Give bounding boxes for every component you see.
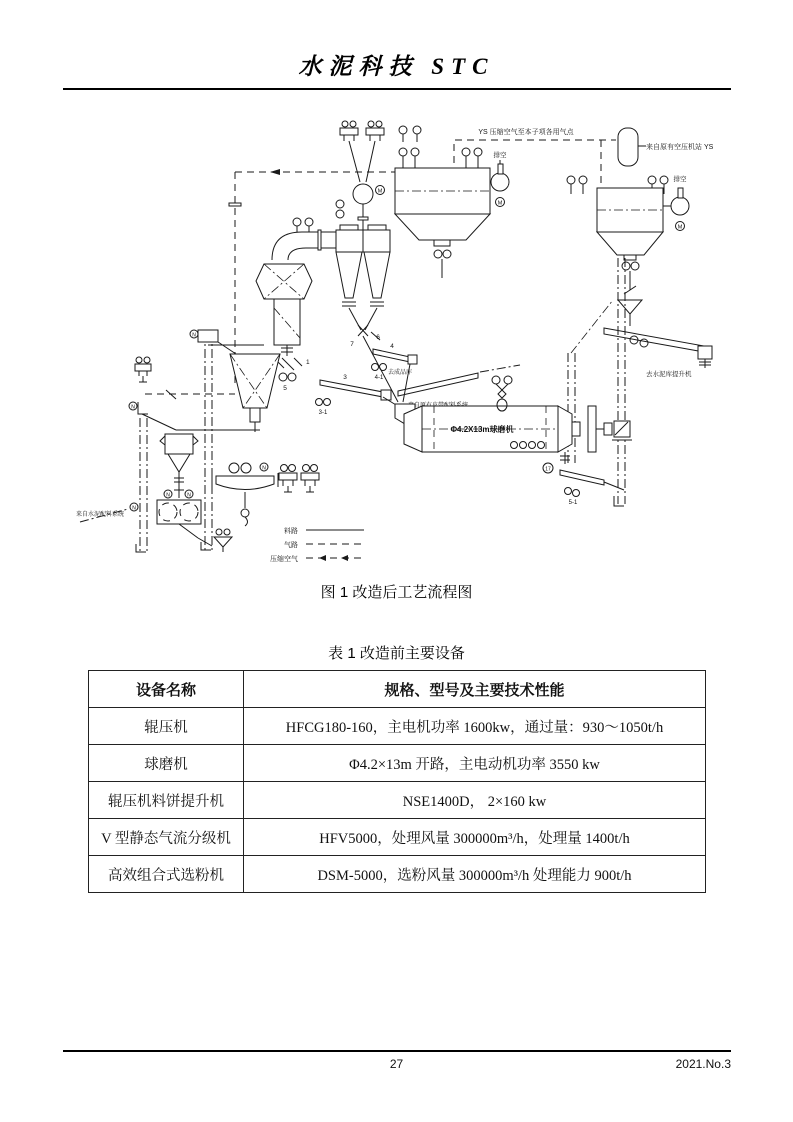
to-cement-silo-label: 去水泥库提升机 bbox=[646, 371, 692, 378]
page-title: 水泥科技 STC bbox=[298, 54, 495, 79]
equipment-name: V 型静态气流分级机 bbox=[89, 819, 244, 856]
conveyor-3-tag: 3 bbox=[343, 374, 347, 381]
tag-5: 5 bbox=[283, 385, 287, 392]
ball-mill bbox=[395, 376, 632, 506]
air-receiver-tank bbox=[618, 128, 638, 166]
tag-5-1: 5-1 bbox=[568, 500, 578, 506]
motor-icon: M bbox=[497, 200, 503, 207]
level-icon: N bbox=[192, 332, 196, 339]
legend-compressed-air-label: 压缩空气 bbox=[270, 556, 298, 563]
valve-tag-1: 1 bbox=[306, 359, 310, 366]
table-row bbox=[89, 782, 706, 819]
level-icon: N bbox=[131, 404, 135, 411]
legend-gas-label: 气路 bbox=[284, 542, 298, 549]
footer-rule bbox=[63, 1050, 731, 1052]
col-header-spec: 规格、型号及主要技术性能 bbox=[244, 671, 706, 708]
to-product-silo-label: 去成品库 bbox=[388, 370, 413, 376]
compressed-air-lines bbox=[229, 127, 714, 386]
diagram-legend bbox=[270, 526, 364, 563]
equipment-spec: NSE1400D， 2×160 kw bbox=[244, 782, 706, 819]
equipment-spec: HFV5000，处理风量 300000m³/h，处理量 1400t/h bbox=[244, 819, 706, 856]
tag-17: 17 bbox=[545, 466, 551, 473]
bag-filter-right bbox=[567, 174, 712, 506]
col-header-equipment-name: 设备名称 bbox=[89, 671, 244, 708]
header-rule bbox=[63, 88, 731, 90]
legend-material-label: 料路 bbox=[284, 528, 298, 535]
motor-icon: M bbox=[377, 188, 383, 195]
conveyor-3-1-tag: 3-1 bbox=[318, 410, 328, 416]
equipment-spec: HFCG180-160，主电机功率 1600kw，通过量：930～1050t/h bbox=[244, 708, 706, 745]
equipment-name: 辊压机料饼提升机 bbox=[89, 782, 244, 819]
vent-label-left: 排空 bbox=[493, 152, 507, 159]
table-row bbox=[89, 819, 706, 856]
equipment-name: 辊压机 bbox=[89, 708, 244, 745]
from-cement-batching-label: 来自水泥配料系统 bbox=[76, 512, 125, 518]
bottom-devices bbox=[212, 463, 319, 552]
level-icon: N bbox=[166, 492, 170, 499]
equipment-spec: DSM-5000，选粉风量 300000m³/h 处理能力 900t/h bbox=[244, 856, 706, 893]
valve-tag-6: 6 bbox=[376, 334, 380, 341]
table-title: 表 1 改造前主要设备 bbox=[328, 645, 465, 662]
vent-fan-left bbox=[490, 150, 509, 207]
table-row bbox=[89, 708, 706, 745]
page-number: 27 bbox=[389, 1057, 404, 1071]
bucket-elevator-right bbox=[614, 258, 625, 506]
figure-caption: 图 1 改造后工艺流程图 bbox=[320, 584, 473, 601]
air-station-label: 来自原有空压机站 YS bbox=[646, 144, 714, 151]
equipment-table bbox=[88, 670, 706, 893]
level-icon: N bbox=[187, 492, 191, 499]
valve-tag-7: 7 bbox=[350, 341, 354, 348]
equipment-name: 球磨机 bbox=[89, 745, 244, 782]
equipment-spec: Φ4.2×13m 开路，主电动机功率 3550 kw bbox=[244, 745, 706, 782]
compressed-air-label: YS 压缩空气至本子项各用气点 bbox=[478, 129, 574, 136]
conveyor-4-tag: 4 bbox=[390, 343, 394, 350]
ball-mill-label: Φ4.2X13m球磨机 bbox=[450, 425, 514, 434]
equipment-name: 高效组合式选粉机 bbox=[89, 856, 244, 893]
table-row bbox=[89, 745, 706, 782]
level-icon: N bbox=[132, 505, 136, 512]
airslide-to-silo bbox=[604, 328, 712, 378]
vent-label-right: 排空 bbox=[673, 176, 687, 183]
conveyor-4-1-tag: 4-1 bbox=[374, 375, 384, 381]
table-row bbox=[89, 856, 706, 893]
conveyors bbox=[316, 336, 521, 416]
mill-discharge bbox=[543, 452, 624, 506]
bag-filter-left bbox=[395, 148, 509, 278]
issue-number: 2021.No.3 bbox=[675, 1057, 731, 1071]
level-icon: N bbox=[262, 465, 266, 472]
roller-press bbox=[157, 490, 212, 546]
motor-icon: M bbox=[677, 224, 683, 231]
left-section bbox=[76, 330, 280, 552]
table-header-row bbox=[89, 671, 706, 708]
process-flow-diagram bbox=[68, 118, 748, 580]
